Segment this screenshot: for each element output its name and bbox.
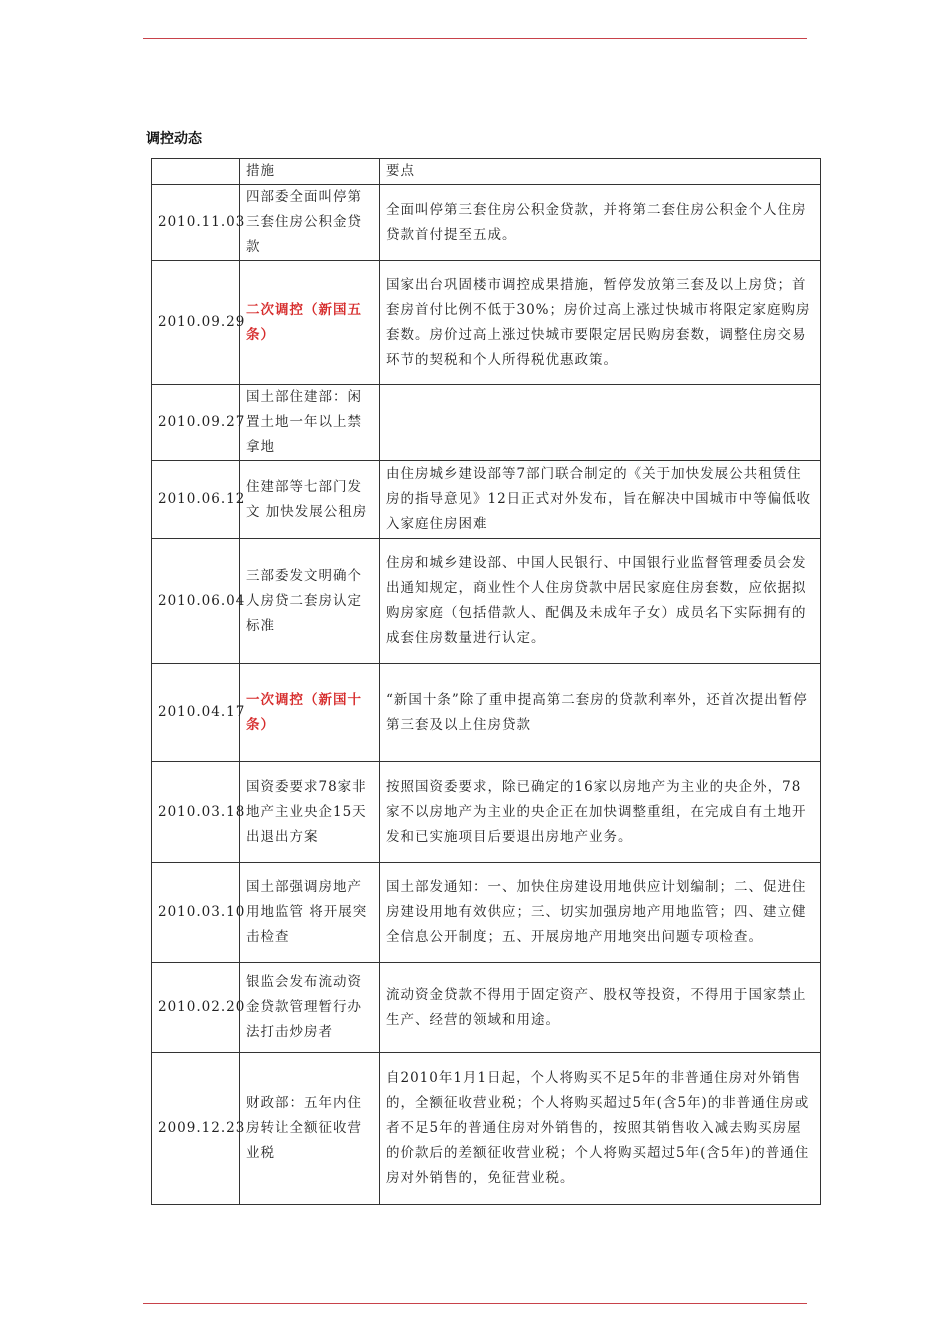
row-measure-highlight: 一次调控（新国十条）: [240, 664, 380, 762]
row-points: [380, 385, 821, 461]
row-points: 流动资金贷款不得用于固定资产、股权等投资，不得用于国家禁止生产、经营的领域和用途。: [380, 963, 821, 1053]
row-measure: 住建部等七部门发文 加快发展公租房: [240, 461, 380, 539]
header-measure: 措施: [240, 159, 380, 185]
table-row: [152, 461, 821, 539]
table-row: [152, 1053, 821, 1205]
section-heading: 调控动态: [146, 131, 202, 147]
table-row: [152, 963, 821, 1053]
row-date: 2010.03.18: [152, 762, 240, 863]
row-measure: 三部委发文明确个人房贷二套房认定标准: [240, 539, 380, 664]
table-header-row: [152, 159, 821, 185]
row-date: 2009.12.23: [152, 1053, 240, 1205]
row-points: 自2010年1月1日起，个人将购买不足5年的非普通住房对外销售的，全额征收营业税；个人将购买超过5年(含5年)的非普通住房或者不足5年的普通住房对外销售的，按照其销售收入减去购买房屋的价款后的差额征收营业税；个人将购买超过5年(含5年)的普通住房对外销售的，免征营业税。: [380, 1053, 821, 1205]
table-row: [152, 762, 821, 863]
header-rule: [143, 38, 807, 39]
row-measure: 国土部住建部：闲置土地一年以上禁拿地: [240, 385, 380, 461]
table-row: [152, 539, 821, 664]
row-points: 由住房城乡建设部等7部门联合制定的《关于加快发展公共租赁住房的指导意见》12日正式对外发布，旨在解决中国城市中等偏低收入家庭住房困难: [380, 461, 821, 539]
row-date: 2010.02.20: [152, 963, 240, 1053]
row-measure: 银监会发布流动资金贷款管理暂行办法打击炒房者: [240, 963, 380, 1053]
row-date: 2010.11.03: [152, 185, 240, 261]
header-date: [152, 159, 240, 185]
table-row: [152, 185, 821, 261]
row-measure: 国资委要求78家非地产主业央企15天出退出方案: [240, 762, 380, 863]
row-date: 2010.06.12: [152, 461, 240, 539]
row-date: 2010.04.17: [152, 664, 240, 762]
footer-rule: [143, 1303, 807, 1304]
row-measure: 财政部：五年内住房转让全额征收营业税: [240, 1053, 380, 1205]
table-row: [152, 261, 821, 385]
header-points: 要点: [380, 159, 821, 185]
row-date: 2010.06.04: [152, 539, 240, 664]
row-points: 全面叫停第三套住房公积金贷款，并将第二套住房公积金个人住房贷款首付提至五成。: [380, 185, 821, 261]
row-points: 国土部发通知：一、加快住房建设用地供应计划编制；二、促进住房建设用地有效供应；三、切实加强房地产用地监管；四、建立健全信息公开制度；五、开展房地产用地突出问题专项检查。: [380, 863, 821, 963]
row-date: 2010.03.10: [152, 863, 240, 963]
table-row: [152, 863, 821, 963]
row-points: “新国十条”除了重申提高第二套房的贷款利率外，还首次提出暂停第三套及以上住房贷款: [380, 664, 821, 762]
row-points: 住房和城乡建设部、中国人民银行、中国银行业监督管理委员会发出通知规定，商业性个人住房贷款中居民家庭住房套数，应依据拟购房家庭（包括借款人、配偶及未成年子女）成员名下实际拥有的成套住房数量进行认定。: [380, 539, 821, 664]
policy-table: [151, 158, 821, 1205]
table-row: [152, 664, 821, 762]
row-date: 2010.09.27: [152, 385, 240, 461]
row-measure: 国土部强调房地产用地监管 将开展突击检查: [240, 863, 380, 963]
table-row: [152, 385, 821, 461]
row-date: 2010.09.29: [152, 261, 240, 385]
row-points: 按照国资委要求，除已确定的16家以房地产为主业的央企外，78家不以房地产为主业的央企正在加快调整重组，在完成自有土地开发和已实施项目后要退出房地产业务。: [380, 762, 821, 863]
row-measure-highlight: 二次调控（新国五条）: [240, 261, 380, 385]
row-measure: 四部委全面叫停第三套住房公积金贷款: [240, 185, 380, 261]
row-points: 国家出台巩固楼市调控成果措施，暂停发放第三套及以上房贷；首套房首付比例不低于30%；房价过高上涨过快城市将限定家庭购房套数。房价过高上涨过快城市要限定居民购房套数，调整住房交易环节的契税和个人所得税优惠政策。: [380, 261, 821, 385]
